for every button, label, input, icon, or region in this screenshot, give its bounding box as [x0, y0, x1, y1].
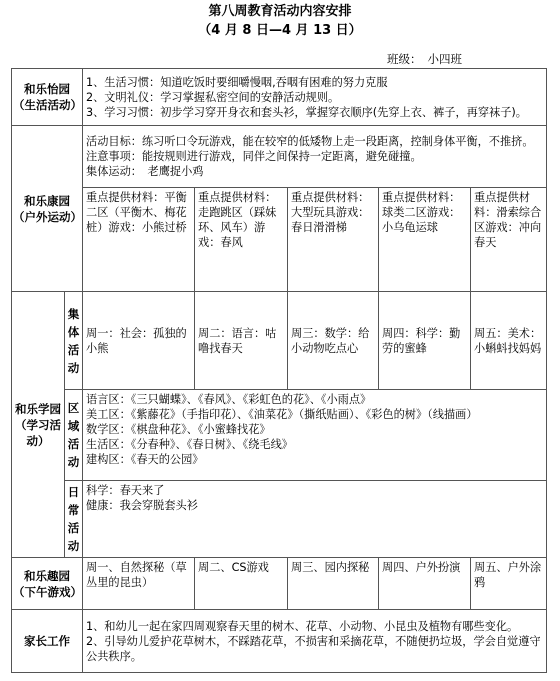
group-item: 周二：语言：咕噜找春天	[195, 292, 288, 390]
area-line: 语言区：《三只蝴蝶》、《春风》、《彩虹色的花》、《小雨点》	[86, 393, 372, 406]
daily-content	[83, 481, 547, 558]
group-activity-label: 集体活动	[65, 292, 83, 390]
life-line: 3、学习习惯：初步学习穿开身衣和套头衫，掌握穿衣顺序(先穿上衣、裤子，再穿袜子)。	[86, 105, 527, 119]
outdoor-area: 重点提供材料：球类二区游戏：小乌龟运球	[379, 188, 471, 292]
life-row	[12, 69, 547, 126]
group-item: 周五：美术：小蝌蚪找妈妈	[471, 292, 547, 390]
outdoor-area: 重点提供材料：大型玩具游戏：春日滑滑梯	[288, 188, 379, 292]
area-line: 数学区：《棋盘种花》、《小蜜蜂找花》	[86, 423, 271, 436]
outdoor-header: 和乐康园（户外运动）	[12, 126, 83, 292]
life-content	[83, 69, 547, 126]
date-range: （4 月 8 日—4 月 13 日）	[198, 23, 362, 38]
game-item: 周二、CS游戏	[195, 558, 288, 610]
outdoor-info	[83, 126, 547, 188]
class-name: 小四班	[427, 52, 462, 66]
outdoor-row-top	[12, 126, 547, 188]
outdoor-notice: 注意事项：能按规则进行游戏，同伴之间保持一定距离，避免碰撞。	[86, 150, 422, 163]
daily-activity-label: 日常活动	[65, 481, 83, 558]
outdoor-goal: 活动目标：练习听口令玩游戏，能在较窄的低矮物上走一段距离，控制身体平衡，不推挤。	[86, 135, 534, 148]
game-item: 周三、园内探秘	[288, 558, 379, 610]
life-line: 2、文明礼仪：学习掌握私密空间的安静活动规则。	[86, 90, 340, 104]
learning-group-row	[12, 292, 547, 390]
outdoor-areas-row	[12, 188, 547, 292]
area-line: 生活区：《分春种》、《春日树》、《绕毛线》	[86, 438, 293, 451]
area-line: 美工区：《紫藤花》（手指印花）、《油菜花》（撕纸贴画）、《彩色的树》（线描画）	[86, 408, 478, 421]
page-title: 第八周教育活动内容安排	[208, 4, 352, 19]
group-item: 周四：科学：勤劳的蜜蜂	[379, 292, 471, 390]
life-line: 1、生活习惯：知道吃饭时要细嚼慢咽,吞咽有困难的努力克服	[86, 75, 388, 89]
class-label: 班级：	[387, 52, 422, 66]
group-item: 周三：数学：给小动物吃点心	[288, 292, 379, 390]
outdoor-area: 重点提供材料：平衡二区（平衡木、梅花桩）游戏：小熊过桥	[83, 188, 195, 292]
parent-line: 1、和幼儿一起在家四周观察春天里的树木、花草、小动物、小昆虫及植物有哪些变化。	[86, 619, 519, 633]
area-activity-label: 区域活动	[65, 390, 83, 481]
outdoor-area: 重点提供材料：滑索综合区游戏：冲向春天	[471, 188, 547, 292]
daily-line: 健康：我会穿脱套头衫	[86, 499, 198, 512]
game-item: 周四、户外扮演	[379, 558, 471, 610]
parent-content	[83, 610, 547, 673]
game-header: 和乐趣园（下午游戏）	[12, 558, 83, 610]
outdoor-area: 重点提供材料：走跑跳区（踩妹环、风车）游戏：春风	[195, 188, 288, 292]
area-line: 建构区：《春天的公园》	[86, 453, 204, 466]
schedule-table	[11, 68, 547, 673]
parent-line: 2、引导幼儿爱护花草树木，不踩踏花草，不损害和采摘花草，不随便扔垃圾，学会自觉遵守公共秩序。	[86, 634, 541, 663]
life-header: 和乐怡园（生活活动）	[12, 69, 83, 126]
game-row	[12, 558, 547, 610]
group-item: 周一：社会：孤独的小熊	[83, 292, 195, 390]
learning-area-row	[12, 390, 547, 481]
parent-header: 家长工作	[12, 610, 83, 673]
learning-daily-row	[12, 481, 547, 558]
learning-header: 和乐学园（学习活动）	[12, 292, 65, 558]
class-info	[387, 51, 462, 67]
outdoor-group: 集体运动： 老鹰捉小鸡	[86, 165, 204, 178]
parent-row	[12, 610, 547, 673]
area-content	[83, 390, 547, 481]
daily-line: 科学：春天来了	[86, 484, 165, 497]
game-item: 周一、自然探秘（草丛里的昆虫）	[83, 558, 195, 610]
game-item: 周五、户外涂鸦	[471, 558, 547, 610]
